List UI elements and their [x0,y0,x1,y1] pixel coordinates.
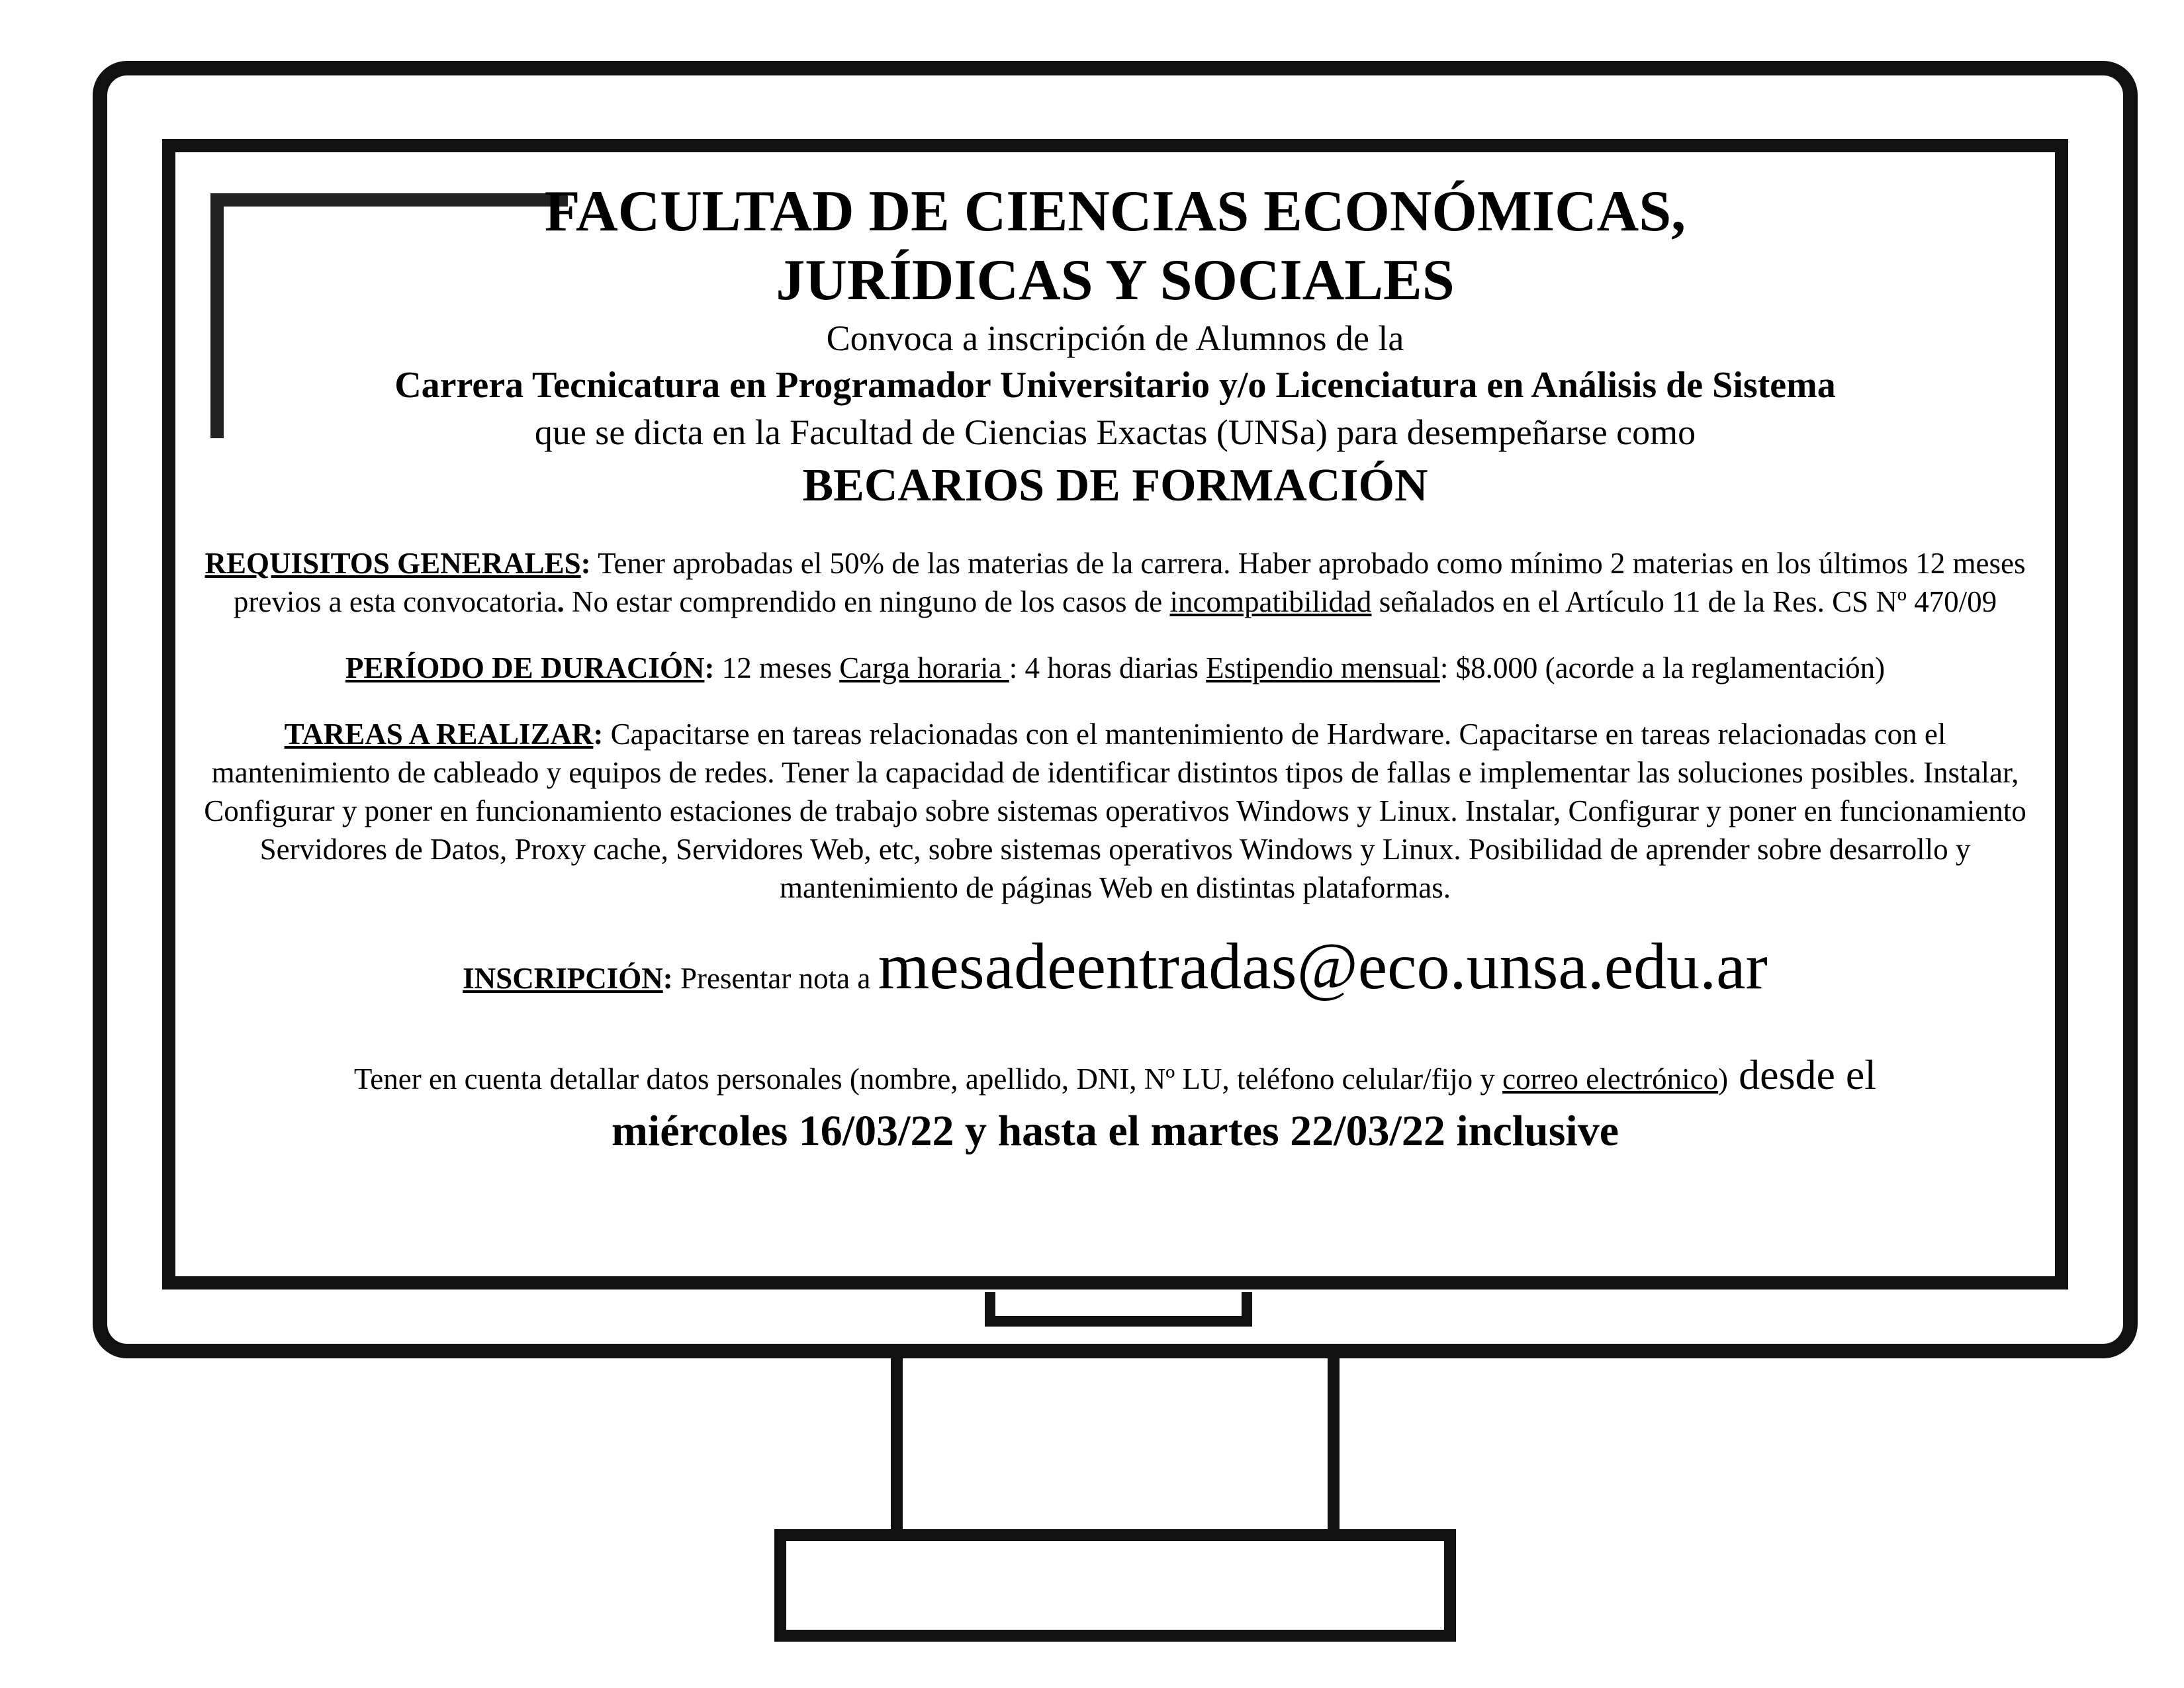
incompatibilidad-term: incompatibilidad [1169,585,1372,618]
monitor-stand-base [774,1529,1456,1642]
announcement [195,177,2035,1263]
requisitos-colon: : [580,547,591,580]
periodo-label: PERÍODO DE DURACIÓN [345,651,705,684]
requisitos-text-3: señalados en el Artículo 11 de la Res. CS Nº 470/09 [1371,585,1997,618]
monitor-bezel-notch [985,1292,1252,1327]
requisitos-label: REQUISITOS GENERALES [205,547,581,580]
inscripcion-line [195,927,2035,1018]
inscripcion-label: INSCRIPCIÓN [463,962,663,995]
periodo-text-2: : 4 horas diarias [1009,651,1206,684]
periodo-colon: : [704,651,715,684]
periodo-text-1: 12 meses [714,651,840,684]
inscription-dates: miércoles 16/03/22 y hasta el martes 22/03/22 inclusive [611,1107,1619,1155]
faculty-title-line-1: FACULTAD DE CIENCIAS ECONÓMICAS, [544,179,1686,244]
nota-text-2: ) [1718,1062,1729,1096]
desde-text: desde el [1728,1051,1877,1098]
requisitos-text-2: No estar comprendido en ninguno de los casos de [564,585,1170,618]
monitor-neck-right [1328,1358,1340,1536]
periodo-paragraph [195,649,2035,687]
requisitos-period: . [557,585,565,618]
dicta-text: que se dicta en la Facultad de Ciencias Exactas (UNSa) para desempeñarse como [534,412,1696,452]
tareas-label: TAREAS A REALIZAR [284,718,594,751]
inscripcion-text: Presentar nota a [672,962,878,995]
correo-electronico-term: correo electrónico [1502,1062,1719,1096]
email-address[interactable]: mesadeentradas@eco.unsa.edu.ar [878,929,1768,1003]
requisitos-text-1: Tener aprobadas el 50% de las materias de la carrera. Haber aprobado como mínimo 2 materias en los últimos 12 meses previos a esta convocatoria [233,547,2026,618]
tareas-paragraph [195,715,2035,907]
nota-paragraph [195,1051,2035,1103]
monitor-neck-left [891,1358,903,1536]
requisitos-paragraph [195,544,2035,621]
inscripcion-colon: : [662,962,673,995]
carga-horaria-label: Carga horaria [839,651,1009,684]
periodo-text-3: : $8.000 (acorde a la reglamentación) [1439,651,1886,684]
becarios-heading: BECARIOS DE FORMACIÓN [802,460,1428,511]
nota-text-1: Tener en cuenta detallar datos personales (nombre, apellido, DNI, Nº LU, teléfono celular/fijo y [353,1062,1503,1096]
tareas-colon: : [593,718,604,751]
estipendio-label: Estipendio mensual [1206,651,1440,684]
tareas-text: Capacitarse en tareas relacionadas con el mantenimiento de Hardware. Capacitarse en tareas relacionadas con el mantenimiento de cableado y equipos de redes. Tener la capacidad de identificar distintos tipos de fallas e implementar las soluciones posibles. Instalar, Configurar y poner en funcionamiento estaciones de trabajo sobre sistemas operativos Windows y Linux. Instalar, Configurar y poner en funcionamiento Servidores de Datos, Proxy cache, Servidores Web, etc, sobre sistemas operativos Windows y Linux. Posibilidad de aprender sobre desarrollo y mantenimiento de páginas Web en distintas plataformas. [204,718,2026,904]
faculty-title-line-2: JURÍDICAS Y SOCIALES [776,248,1455,312]
carrera-text: Carrera Tecnicatura en Programador Universitario y/o Licenciatura en Análisis de Sistema [394,365,1836,406]
convoca-text: Convoca a inscripción de Alumnos de la [826,318,1404,358]
